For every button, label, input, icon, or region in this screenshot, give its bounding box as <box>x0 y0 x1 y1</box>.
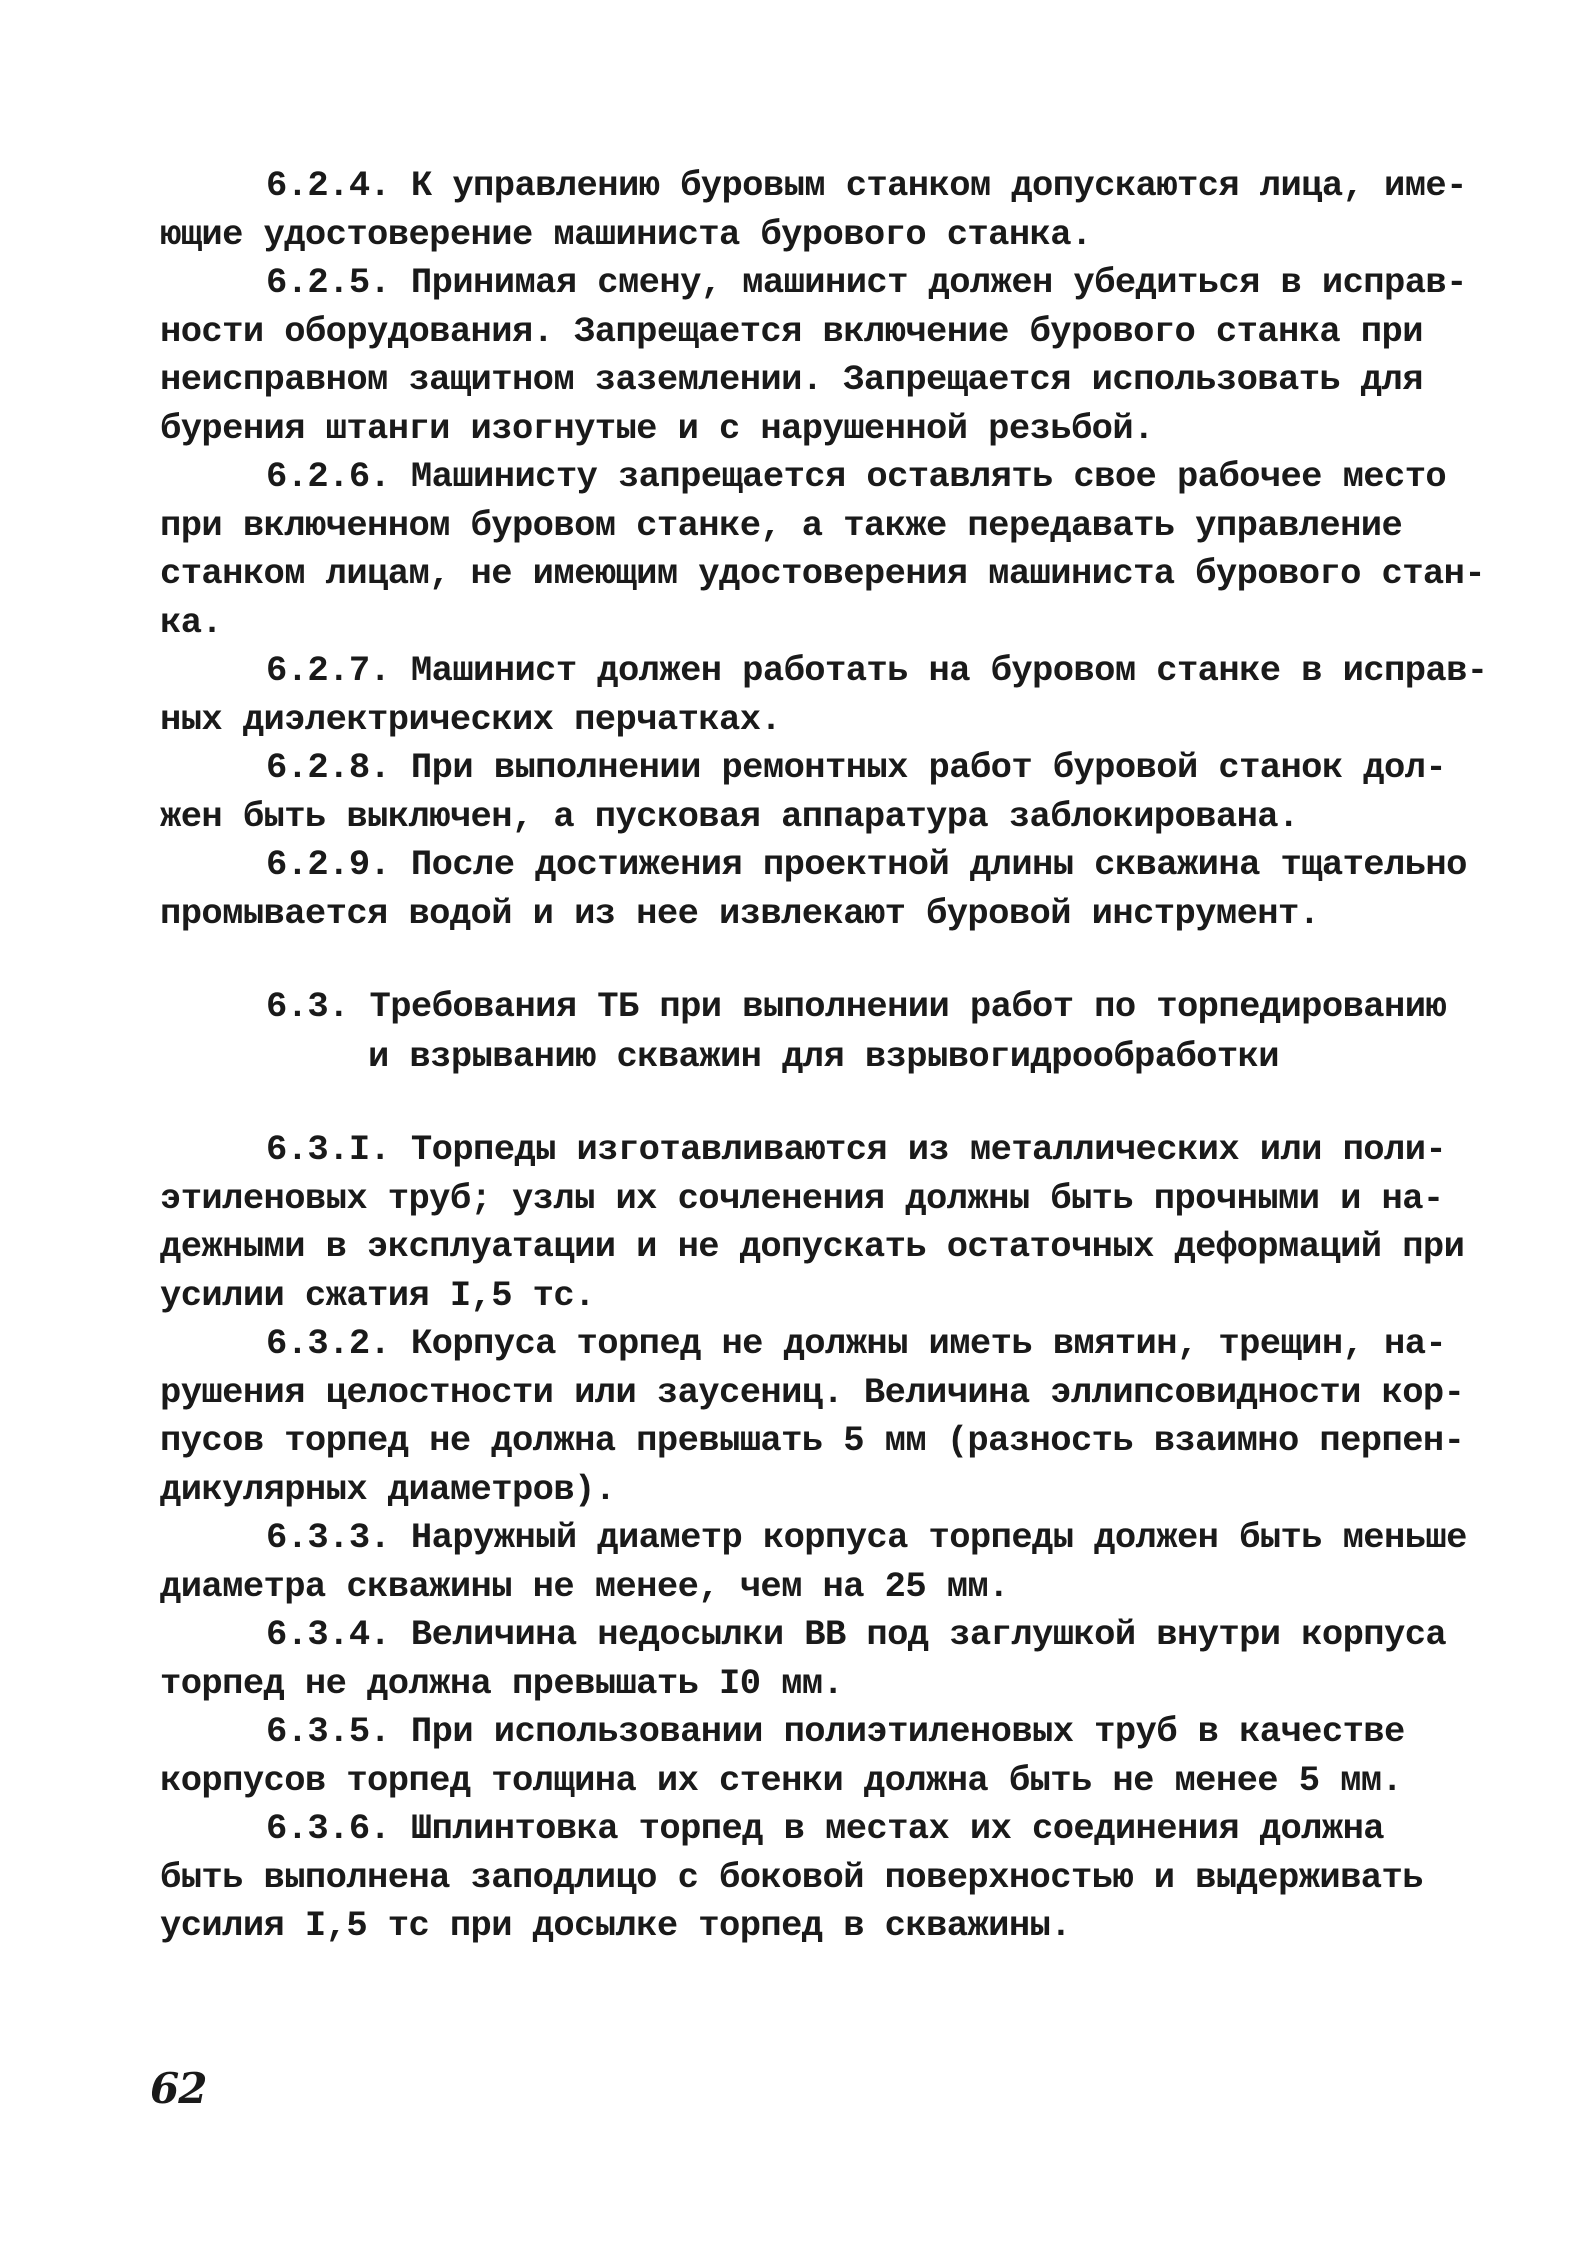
paragraph-line: станком лицам, не имеющим удостоверения машиниста бурового стан- <box>160 553 1486 594</box>
paragraph-line: ности оборудования. Запрещается включение бурового станка при <box>160 310 1423 352</box>
paragraph-line: промывается водой и из нее извлекают буровой инструмент. <box>160 892 1320 934</box>
document-body <box>160 162 1488 1951</box>
paragraph-6-3-5 <box>160 1708 1460 1805</box>
paragraph-line: 6.3.6. Шплинтовка торпед в местах их соединения должна <box>266 1808 1384 1849</box>
paragraph-line: этиленовых труб; узлы их сочленения должны быть прочными и на- <box>160 1177 1444 1219</box>
paragraph-6-3-4 <box>160 1611 1460 1708</box>
paragraph-line: ющие удостоверение машиниста бурового станка. <box>160 213 1092 255</box>
paragraph-6-2-4 <box>160 162 1467 259</box>
paragraph-line: 6.3.I. Торпеды изготавливаются из металлических или поли- <box>266 1129 1447 1170</box>
paragraph-line: 6.3.2. Корпуса торпед не должны иметь вмятин, трещин, на- <box>266 1323 1447 1364</box>
paragraph-line: бурения штанги изогнутые и с нарушенной резьбой. <box>160 407 1154 449</box>
paragraph-line: 6.3.3. Наружный диаметр корпуса торпеды должен быть меньше <box>266 1517 1467 1558</box>
paragraph-line: диаметра скважины не менее, чем на 25 мм. <box>160 1565 1009 1607</box>
paragraph-line: усилия I,5 тс при досылке торпед в скважины. <box>160 1905 1071 1946</box>
paragraph-line: неисправном защитном заземлении. Запрещается использовать для <box>160 359 1423 400</box>
paragraph-6-2-5 <box>160 259 1467 453</box>
paragraph-line: рушения целостности или заусениц. Величина эллипсовидности кор- <box>160 1371 1465 1413</box>
paragraph-line: ка. <box>160 601 223 643</box>
paragraph-line: 6.2.7. Машинист должен работать на буровом станке в исправ- <box>266 650 1488 691</box>
paragraph-line: усилии сжатия I,5 тс. <box>160 1274 595 1316</box>
paragraph-6-2-8 <box>160 744 1460 841</box>
paragraph-line: 6.2.6. Машинисту запрещается оставлять свое рабочее место <box>266 456 1447 497</box>
paragraph-6-2-7 <box>160 647 1488 744</box>
paragraph-line: жен быть выключен, а пусковая аппаратура заблокирована. <box>160 795 1299 837</box>
paragraph-line: пусов торпед не должна превышать 5 мм (разность взаимно перпен- <box>160 1420 1465 1461</box>
heading-line: и взрыванию скважин для взрывогидрообработки <box>368 1036 1279 1077</box>
paragraph-line: корпусов торпед толщина их стенки должна быть не менее 5 мм. <box>160 1759 1403 1801</box>
heading-line: 6.3. Требования ТБ при выполнении работ по торпедированию <box>266 986 1447 1027</box>
paragraph-6-3-6 <box>160 1805 1460 1951</box>
paragraph-line: торпед не должна превышать I0 мм. <box>160 1662 844 1704</box>
paragraph-line: 6.2.9. После достижения проектной длины скважина тщательно <box>266 844 1467 885</box>
paragraph-6-2-9 <box>160 841 1467 938</box>
paragraph-line: дикулярных диаметров). <box>160 1468 616 1510</box>
paragraph-6-3-3 <box>160 1514 1467 1611</box>
paragraph-line: 6.2.8. При выполнении ремонтных работ буровой станок дол- <box>266 747 1447 788</box>
paragraph-line: при включенном буровом станке, а также передавать управление <box>160 504 1403 546</box>
paragraph-line: 6.3.4. Величина недосылки ВВ под заглушкой внутри корпуса <box>266 1614 1447 1655</box>
section-heading-6-3 <box>160 982 1460 1082</box>
paragraph-line: дежными в эксплуатации и не допускать остаточных деформаций при <box>160 1226 1465 1267</box>
paragraph-line: 6.2.4. К управлению буровым станком допускаются лица, име- <box>266 165 1467 206</box>
paragraph-line: 6.3.5. При использовании полиэтиленовых труб в качестве <box>266 1711 1405 1752</box>
paragraph-line: ных диэлектрических перчатках. <box>160 698 782 740</box>
paragraph-line: быть выполнена заподлицо с боковой поверхностью и выдерживать <box>160 1856 1423 1898</box>
paragraph-line: 6.2.5. Принимая смену, машинист должен убедиться в исправ- <box>266 262 1467 303</box>
paragraph-6-3-1 <box>160 1126 1465 1320</box>
paragraph-6-3-2 <box>160 1320 1465 1514</box>
page-number: 62 <box>150 2064 207 2113</box>
paragraph-6-2-6 <box>160 453 1486 647</box>
